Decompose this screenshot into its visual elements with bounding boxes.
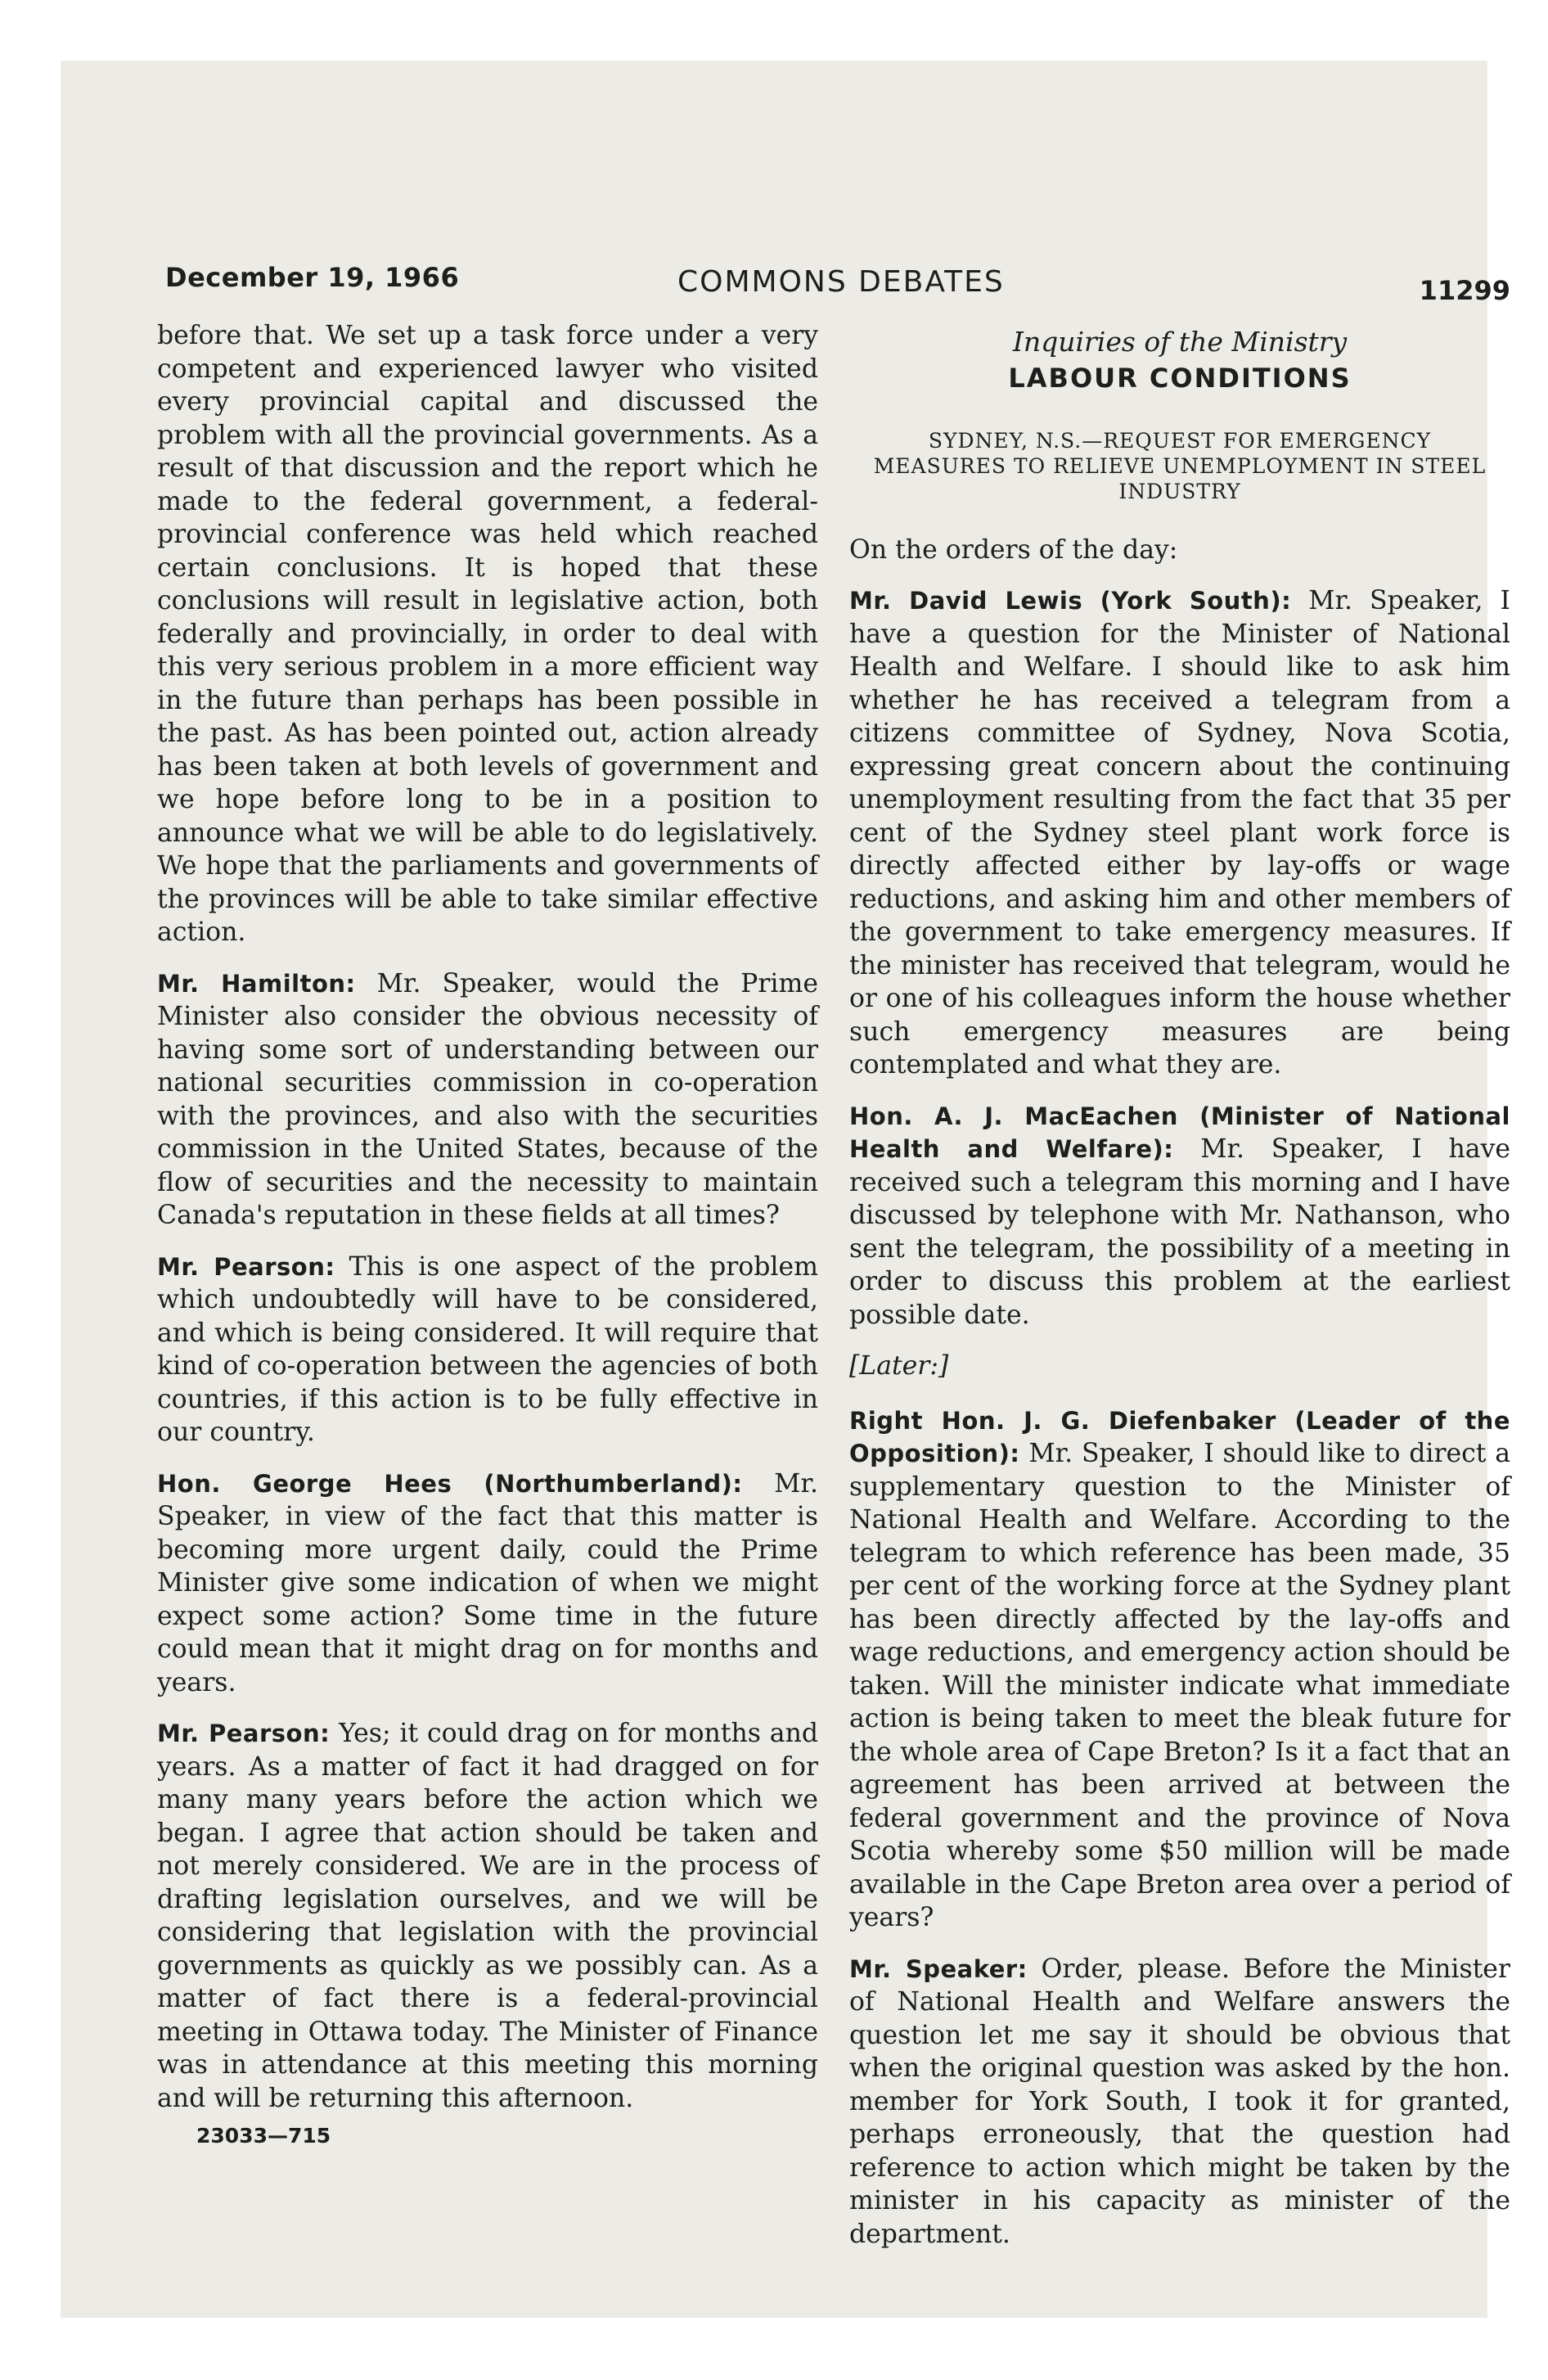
speech-text: This is one aspect of the problem which undoubtedly will have to be considered, and which is being considered. It will require that kind of co-operation between the agencies of both countries, if this action is to be fully effective in our country. <box>157 1251 819 1447</box>
speech-text: Mr. Speaker, in view of the fact that this matter is becoming more urgent daily, could the Prime Minister give some indication of when we might expect some action? Some time in the future could mean that it might drag on for months and years. <box>157 1468 818 1697</box>
speech-text: Yes; it could drag on for months and years. As a matter of fact it had dragged on for many many years before the action which we began. I agree that action should be taken and not merely considered. We are in the process of drafting legislation ourselves, and we will be considering that legislation with the provincial governments as quickly as we possibly can. As a matter of fact there is a federal-provincial meeting in Ottawa today. The Minister of Finance was in attendance at this meeting this morning and will be returning this afternoon. <box>157 1719 819 2113</box>
section-kicker: Inquiries of the Ministry <box>1012 326 1348 358</box>
speech-text: Mr. Speaker, would the Prime Minister also consider the obvious necessity of having some sort of understanding between our national securities commission in co-operation with the provinces, and also with the securities commission in the United States, because of the flow of securities and the necessity to maintain Canada's reputation in these fields at all times? <box>157 968 818 1230</box>
speech-text: Mr. Speaker, I should like to direct a supplementary question to the Minister of National Health and Welfare. According to the telegram to which reference has been made, 35 per cent of the working force at the Sydney plant has been directly affected by the lay-offs and wage reductions, and emergency action should be taken. Will the minister indicate what immediate action is being taken to meet the bleak future for the whole area of Cape Breton? Is it a fact that an agreement has been arrived at between the federal government and the province of Nova Scotia whereby some $50 million will be made available in the Cape Breton area over a period of years? <box>849 1439 1510 1932</box>
section-subtitle: SYDNEY, N.S.—REQUEST FOR EMERGENCY MEASURES TO RELIEVE UNEMPLOYMENT IN STEEL INDUSTRY <box>873 428 1487 503</box>
speaker-name: Mr. Hamilton: <box>157 969 356 998</box>
speech-diefenbaker <box>849 1404 1510 1935</box>
speech-text: Mr. Speaker, I have received such a telegram this morning and I have discussed by telephone with Mr. Nathanson, who sent the telegram, the possibility of a meeting in order to discuss this problem at the earliest possible date. <box>849 1134 1511 1330</box>
speech-hees <box>157 1467 818 1700</box>
speaker-name: Mr. Pearson: <box>157 1252 335 1281</box>
orders-of-the-day: On the orders of the day: <box>849 534 1178 565</box>
speech-text: Mr. Speaker, I have a question for the Minister of National Health and Welfare. I should like to ask him whether he has received a telegram from a citizens committee of Sydney, Nova Scotia, expressing great concern about the continuing unemployment resulting from the fact that 35 per cent of the Sydney steel plant work force is directly affected either by lay-offs or wage reductions, and asking him and other members of the government to take emergency measures. If the minister has received that telegram, would he or one of his colleagues inform the house whether such emergency measures are being contemplated and what they are. <box>849 586 1510 1080</box>
header-title: COMMONS DEBATES <box>677 265 1005 299</box>
speech-lewis <box>849 584 1510 1082</box>
speech-maceachen <box>849 1100 1510 1332</box>
paragraph: before that. We set up a task force under a very competent and experienced lawyer who visited every provincial capital and discussed the problem with all the provincial governments. As a result of that discussion and the report which he made to the federal government, a federal-provincial conference was held which reached certain conclusions. It is hoped that these conclusions will result in legislative action, both federally and provincially, in order to deal with this very serious problem in a more efficient way in the future than perhaps has been possible in the past. As has been pointed out, action already has been taken at both levels of government and we hope before long to be in a position to announce what we will be able to do legislatively. We hope that the parliaments and governments of the provinces will be able to take similar effective action. <box>157 321 818 947</box>
header-date: December 19, 1966 <box>165 262 460 293</box>
hansard-page <box>157 254 1517 2259</box>
left-column <box>157 319 818 2153</box>
speech-text: Order, please. Before the Minister of National Health and Welfare answers the question let me say it should be obvious that when the original question was asked by the hon. member for York South, I took it for granted, perhaps erroneously, that the question had reference to action which might be taken by the minister in his capacity as minister of the department. <box>849 1954 1510 2249</box>
section-title: LABOUR CONDITIONS <box>1008 363 1352 394</box>
right-column <box>849 319 1510 2269</box>
page-scan <box>61 61 1511 2318</box>
speech-pearson-2 <box>157 1717 818 2115</box>
header-page-number: 11299 <box>1419 275 1510 306</box>
speaker-name: Mr. Pearson: <box>157 1720 331 1747</box>
speech-hamilton <box>157 967 818 1233</box>
speech-speaker <box>849 1953 1510 2252</box>
speaker-name: Right Hon. J. G. Diefenbaker (Leader of the Opposition): <box>849 1406 1510 1467</box>
speaker-name: Hon. A. J. MacEachen (Minister of National Health and Welfare): <box>849 1102 1510 1163</box>
speaker-name: Mr. David Lewis (York South): <box>849 587 1292 615</box>
speech-pearson-1 <box>157 1251 818 1449</box>
later-marker: [Later:] <box>849 1351 949 1381</box>
speaker-name: Mr. Speaker: <box>849 1954 1028 1983</box>
printer-signature: 23033—715 <box>196 2124 331 2148</box>
speaker-name: Hon. George Hees (Northumberland): <box>157 1469 743 1498</box>
